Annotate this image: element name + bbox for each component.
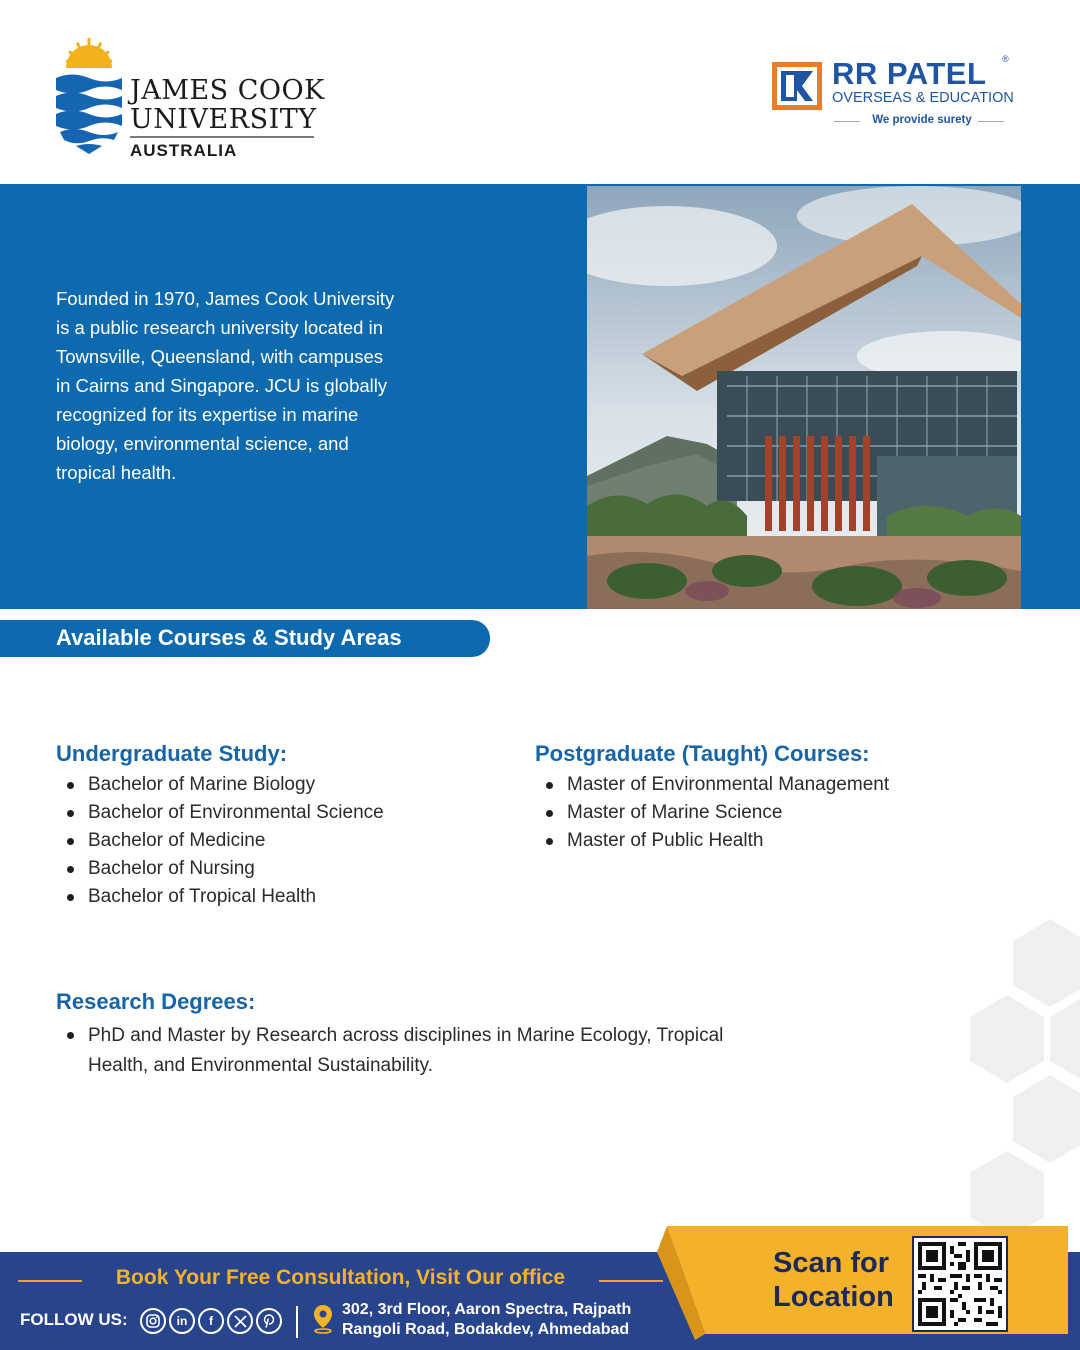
undergraduate-heading: Undergraduate Study:	[56, 741, 288, 766]
campus-building-photo	[587, 186, 1021, 609]
hero-banner	[0, 184, 1080, 609]
cta-divider-right	[599, 1280, 663, 1282]
linkedin-icon[interactable]: in	[169, 1308, 195, 1334]
postgraduate-heading: Postgraduate (Taught) Courses:	[535, 741, 870, 766]
jcu-divider	[130, 136, 314, 138]
qr-code-icon[interactable]	[912, 1236, 1008, 1332]
address-line-2: Rangoli Road, Bodakdev, Ahmedabad	[342, 1321, 630, 1338]
office-address	[342, 1300, 631, 1340]
jcu-name-line2: UNIVERSITY	[130, 104, 317, 135]
registered-mark: ®	[1002, 54, 1009, 64]
jcu-name-line1: JAMES COOK	[130, 75, 325, 106]
scan-for-location-label: Scan for Location	[773, 1247, 894, 1313]
pinterest-icon[interactable]	[256, 1308, 282, 1334]
university-intro: Founded in 1970, James Cook University is a public research university located in Townsville, Queensland, with campuses in Cairns and Singapore. JCU is globally recognized for its expertise in marine biology, environmental science, and tropical health.	[56, 288, 395, 483]
consultation-cta: Book Your Free Consultation, Visit Our office	[115, 1266, 566, 1289]
list-item: Master of Public Health	[535, 827, 889, 855]
research-list	[56, 1021, 736, 1081]
address-line-1: 302, 3rd Floor, Aaron Spectra, Rajpath	[342, 1301, 632, 1318]
rr-patel-tagline: We provide surety	[832, 114, 1012, 126]
postgraduate-list	[535, 771, 889, 855]
campus-building-illustration	[587, 186, 1021, 609]
rr-patel-subtitle: OVERSEAS & EDUCATION	[832, 90, 1014, 106]
facebook-icon[interactable]: f	[198, 1308, 224, 1334]
list-item: Master of Marine Science	[535, 799, 889, 827]
list-item: Bachelor of Tropical Health	[56, 883, 384, 911]
social-links	[140, 1308, 282, 1334]
list-item: Master of Environmental Management	[535, 771, 889, 799]
list-item: PhD and Master by Research across disciplines in Marine Ecology, Tropical Health, and Environmental Sustainability.	[56, 1021, 736, 1081]
footer-divider	[296, 1306, 298, 1338]
list-item: Bachelor of Marine Biology	[56, 771, 384, 799]
jcu-country: AUSTRALIA	[130, 141, 238, 160]
location-pin-icon	[312, 1304, 334, 1334]
undergraduate-list	[56, 771, 384, 911]
list-item: Bachelor of Nursing	[56, 855, 384, 883]
rr-patel-emblem-icon	[772, 62, 822, 110]
x-icon[interactable]	[227, 1308, 253, 1334]
courses-section-title: Available Courses & Study Areas	[56, 625, 402, 650]
follow-us-label: FOLLOW US:	[20, 1310, 128, 1329]
instagram-icon[interactable]	[140, 1308, 166, 1334]
decorative-hexagons	[965, 915, 1080, 1235]
research-heading: Research Degrees:	[56, 989, 256, 1014]
list-item: Bachelor of Medicine	[56, 827, 384, 855]
list-item: Bachelor of Environmental Science	[56, 799, 384, 827]
rr-patel-logo	[772, 54, 1017, 133]
consultation-banner	[18, 1266, 663, 1294]
jcu-sun-waves-icon	[54, 38, 124, 156]
jcu-wordmark	[130, 76, 325, 161]
jcu-logo	[54, 38, 324, 158]
courses-section-tab	[0, 620, 490, 657]
rr-patel-name: RR PATEL	[832, 56, 987, 91]
